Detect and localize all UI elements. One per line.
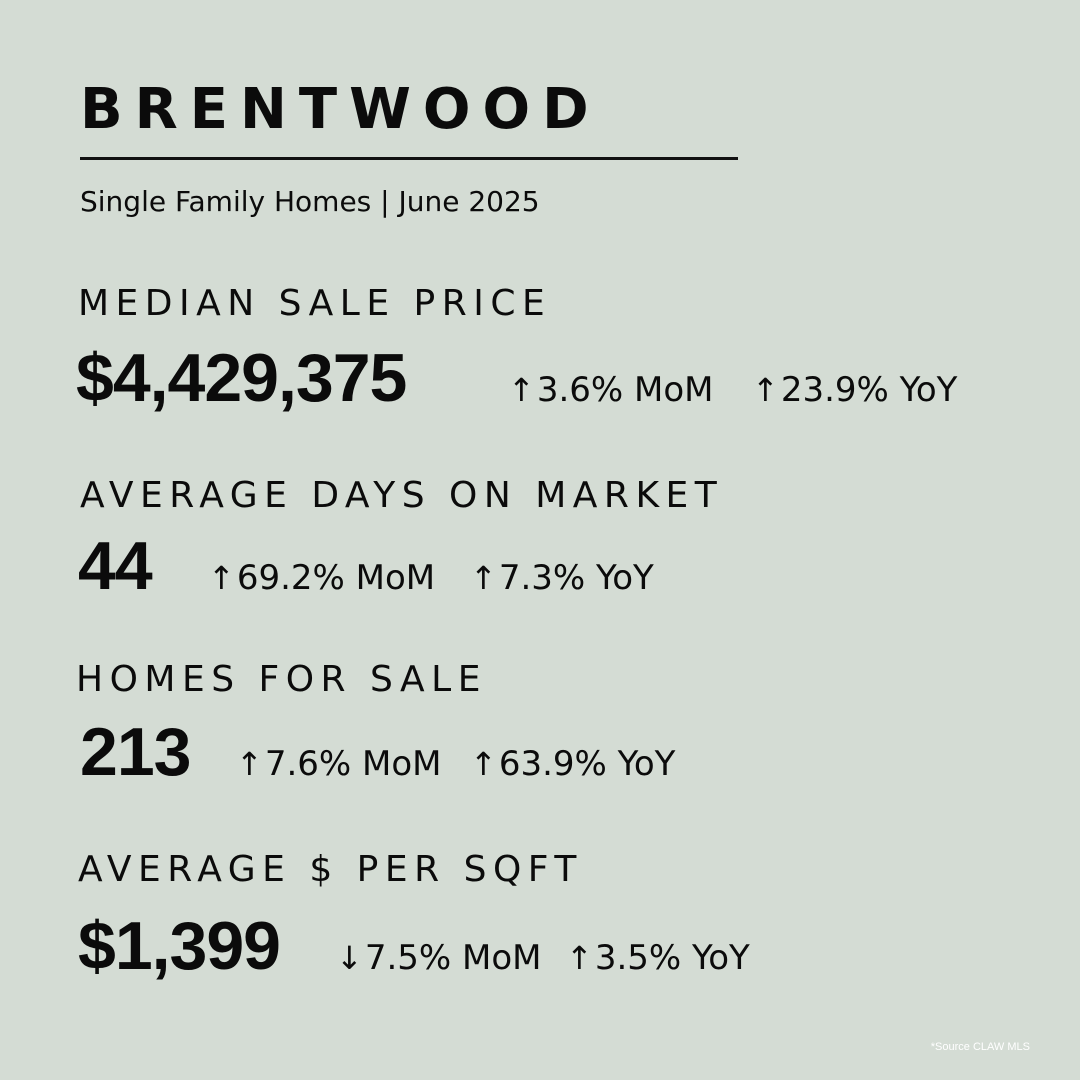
mom-change — [208, 558, 470, 598]
metric-row-average-price-per-sqft — [78, 910, 750, 982]
metric-label-average-price-per-sqft: AVERAGE $ PER SQFT — [78, 849, 583, 890]
metric-value: $1,399 — [78, 908, 280, 984]
up-arrow-icon: ↑ — [236, 745, 263, 783]
mom-change-text: 3.6% MoM — [536, 370, 714, 410]
mom-change-text: 7.5% MoM — [364, 938, 542, 978]
page-title: BRENTWOOD — [80, 77, 601, 142]
mom-change-text: 69.2% MoM — [236, 558, 436, 598]
page-subtitle: Single Family Homes | June 2025 — [80, 185, 540, 218]
up-arrow-icon: ↑ — [470, 559, 497, 597]
up-arrow-icon: ↑ — [508, 371, 535, 409]
up-arrow-icon: ↑ — [566, 939, 593, 977]
mom-change — [508, 370, 752, 410]
metric-label-average-days-on-market: AVERAGE DAYS ON MARKET — [80, 475, 724, 516]
metric-label-homes-for-sale: HOMES FOR SALE — [76, 659, 487, 700]
metric-value: 213 — [80, 714, 191, 790]
down-arrow-icon: ↓ — [336, 939, 363, 977]
yoy-change — [470, 558, 654, 598]
mom-change — [336, 938, 566, 978]
yoy-change — [752, 370, 957, 410]
metric-row-average-days-on-market — [78, 530, 654, 602]
yoy-change-text: 23.9% YoY — [780, 370, 958, 410]
metric-row-homes-for-sale — [80, 716, 675, 788]
mom-change-text: 7.6% MoM — [264, 744, 442, 784]
up-arrow-icon: ↑ — [470, 745, 497, 783]
metric-label-median-sale-price: MEDIAN SALE PRICE — [78, 283, 552, 324]
yoy-change-text: 3.5% YoY — [594, 938, 750, 978]
mom-change — [236, 744, 470, 784]
metric-value: 44 — [78, 528, 152, 604]
yoy-change-text: 7.3% YoY — [498, 558, 654, 598]
yoy-change — [566, 938, 750, 978]
source-note: *Source CLAW MLS — [930, 1041, 1030, 1053]
metric-row-median-sale-price — [76, 342, 957, 414]
title-divider — [80, 157, 738, 160]
up-arrow-icon: ↑ — [208, 559, 235, 597]
metric-value: $4,429,375 — [76, 340, 407, 416]
yoy-change — [470, 744, 675, 784]
up-arrow-icon: ↑ — [752, 371, 779, 409]
yoy-change-text: 63.9% YoY — [498, 744, 676, 784]
